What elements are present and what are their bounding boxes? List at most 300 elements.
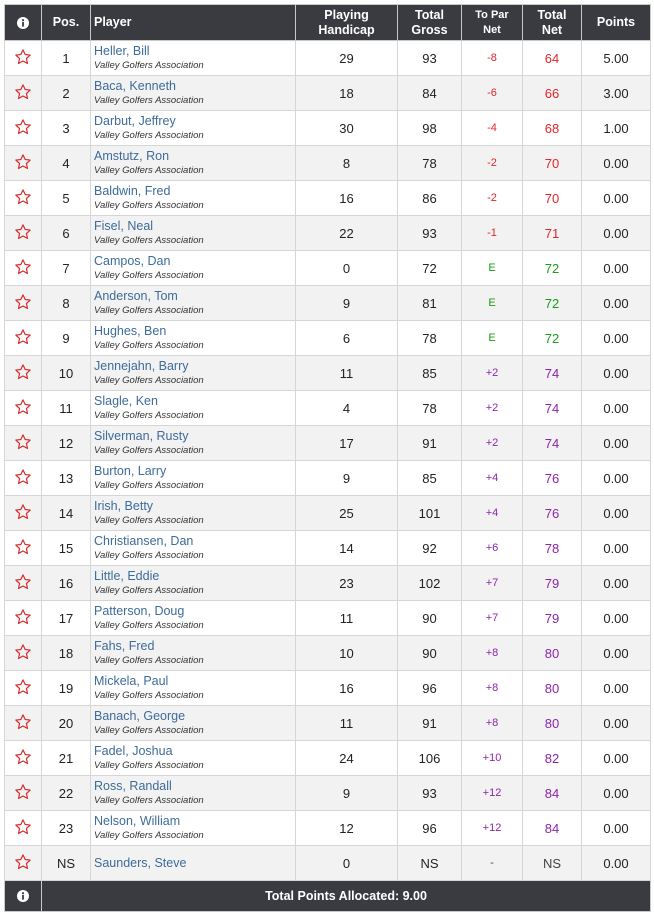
gross-cell: 96 (398, 811, 462, 846)
position-cell: 4 (42, 146, 91, 181)
header-net[interactable] (523, 5, 582, 41)
player-association: Valley Golfers Association (94, 584, 204, 596)
favorite-star-button[interactable] (14, 853, 32, 871)
position-cell: 15 (42, 531, 91, 566)
player-cell (91, 286, 296, 321)
player-name-link[interactable]: Mickela, Paul (94, 673, 169, 688)
position-cell: 18 (42, 636, 91, 671)
topar-cell: E (462, 321, 523, 356)
player-cell (91, 846, 296, 881)
header-points[interactable]: Points (582, 5, 651, 41)
table-row (5, 391, 651, 426)
header-handicap-line2: Handicap (318, 22, 375, 37)
favorite-star-button[interactable] (14, 83, 32, 101)
player-cell (91, 251, 296, 286)
player-name-link[interactable]: Heller, Bill (94, 43, 150, 58)
favorite-star-button[interactable] (14, 713, 32, 731)
favorite-cell (5, 426, 42, 461)
table-row (5, 251, 651, 286)
table-row (5, 321, 651, 356)
player-association: Valley Golfers Association (94, 129, 204, 141)
header-gross-line2: Gross (411, 22, 448, 37)
player-cell (91, 531, 296, 566)
table-row (5, 706, 651, 741)
position-cell: 22 (42, 776, 91, 811)
star-icon (14, 153, 32, 171)
gross-cell: 93 (398, 41, 462, 76)
player-association: Valley Golfers Association (94, 724, 204, 736)
net-cell: 70 (523, 146, 582, 181)
points-cell: 0.00 (582, 496, 651, 531)
handicap-cell: 14 (296, 531, 398, 566)
favorite-cell (5, 146, 42, 181)
gross-cell: 92 (398, 531, 462, 566)
star-icon (14, 853, 32, 871)
table-row (5, 356, 651, 391)
player-name-link[interactable]: Amstutz, Ron (94, 148, 170, 163)
gross-cell: 101 (398, 496, 462, 531)
player-association: Valley Golfers Association (94, 234, 204, 246)
player-association: Valley Golfers Association (94, 619, 204, 631)
position-cell: 11 (42, 391, 91, 426)
player-name-link[interactable]: Irish, Betty (94, 498, 154, 513)
header-row (5, 5, 651, 41)
star-icon (14, 223, 32, 241)
position-cell: NS (42, 846, 91, 881)
gross-cell: 90 (398, 601, 462, 636)
favorite-cell (5, 671, 42, 706)
handicap-cell: 6 (296, 321, 398, 356)
favorite-cell (5, 216, 42, 251)
star-icon (14, 643, 32, 661)
player-name-link[interactable]: Little, Eddie (94, 568, 160, 583)
topar-cell: +12 (462, 776, 523, 811)
player-name-link[interactable]: Christiansen, Dan (94, 533, 194, 548)
table-row (5, 426, 651, 461)
player-cell (91, 741, 296, 776)
points-cell: 1.00 (582, 111, 651, 146)
net-cell: 68 (523, 111, 582, 146)
net-cell: 74 (523, 391, 582, 426)
favorite-cell (5, 531, 42, 566)
points-cell: 0.00 (582, 286, 651, 321)
player-cell (91, 111, 296, 146)
leaderboard-container (4, 4, 650, 912)
favorite-cell (5, 41, 42, 76)
topar-cell: +4 (462, 496, 523, 531)
points-cell: 0.00 (582, 461, 651, 496)
points-cell: 3.00 (582, 76, 651, 111)
star-icon (14, 713, 32, 731)
player-association: Valley Golfers Association (94, 269, 204, 281)
table-row (5, 566, 651, 601)
player-name-link[interactable]: Darbut, Jeffrey (94, 113, 176, 128)
gross-cell: 78 (398, 321, 462, 356)
favorite-cell (5, 286, 42, 321)
player-cell (91, 496, 296, 531)
leaderboard-table (4, 4, 651, 912)
handicap-cell: 24 (296, 741, 398, 776)
player-cell (91, 706, 296, 741)
star-icon (14, 328, 32, 346)
player-cell (91, 321, 296, 356)
player-cell (91, 76, 296, 111)
player-association: Valley Golfers Association (94, 339, 204, 351)
topar-cell: E (462, 251, 523, 286)
position-cell: 10 (42, 356, 91, 391)
favorite-star-button[interactable] (14, 748, 32, 766)
favorite-star-button[interactable] (14, 573, 32, 591)
total-points-allocated: Total Points Allocated: 9.00 (42, 881, 651, 912)
favorite-cell (5, 706, 42, 741)
gross-cell: 98 (398, 111, 462, 146)
topar-cell: -8 (462, 41, 523, 76)
player-name-link[interactable]: Slagle, Ken (94, 393, 158, 408)
player-association: Valley Golfers Association (94, 794, 204, 806)
points-cell: 0.00 (582, 636, 651, 671)
favorite-star-button[interactable] (14, 678, 32, 696)
net-cell: 76 (523, 461, 582, 496)
points-cell: 0.00 (582, 216, 651, 251)
player-name-link[interactable]: Fisel, Neal (94, 218, 154, 233)
topar-cell: +2 (462, 356, 523, 391)
position-cell: 2 (42, 76, 91, 111)
footer-info-icon[interactable] (5, 881, 42, 912)
position-cell: 8 (42, 286, 91, 321)
header-handicap-line1: Playing (324, 7, 369, 22)
footer-row (5, 881, 651, 912)
gross-cell: 85 (398, 356, 462, 391)
gross-cell: 106 (398, 741, 462, 776)
gross-cell: 72 (398, 251, 462, 286)
favorite-cell (5, 321, 42, 356)
player-cell (91, 181, 296, 216)
table-row (5, 216, 651, 251)
points-cell: 0.00 (582, 811, 651, 846)
player-name-link[interactable]: Banach, George (94, 708, 186, 723)
net-cell: 74 (523, 426, 582, 461)
star-icon (14, 258, 32, 276)
player-name-link[interactable]: Saunders, Steve (94, 855, 187, 870)
topar-cell: +2 (462, 391, 523, 426)
position-cell: 1 (42, 41, 91, 76)
handicap-cell: 18 (296, 76, 398, 111)
player-association: Valley Golfers Association (94, 689, 204, 701)
table-row (5, 636, 651, 671)
table-row (5, 496, 651, 531)
player-name-link[interactable]: Nelson, William (94, 813, 181, 828)
points-cell: 0.00 (582, 146, 651, 181)
favorite-star-button[interactable] (14, 153, 32, 171)
favorite-cell (5, 776, 42, 811)
net-cell: 84 (523, 811, 582, 846)
position-cell: 12 (42, 426, 91, 461)
header-net-line1: Total (537, 7, 567, 22)
table-row (5, 76, 651, 111)
topar-cell: -1 (462, 216, 523, 251)
gross-cell: 86 (398, 181, 462, 216)
position-cell: 6 (42, 216, 91, 251)
favorite-star-button[interactable] (14, 538, 32, 556)
player-name-link[interactable]: Patterson, Doug (94, 603, 185, 618)
topar-cell: E (462, 286, 523, 321)
topar-cell: +4 (462, 461, 523, 496)
net-cell: 66 (523, 76, 582, 111)
table-row (5, 531, 651, 566)
favorite-star-button[interactable] (14, 643, 32, 661)
star-icon (14, 118, 32, 136)
player-cell (91, 461, 296, 496)
player-name-link[interactable]: Fahs, Fred (94, 638, 155, 653)
favorite-star-button[interactable] (14, 48, 32, 66)
points-cell: 0.00 (582, 321, 651, 356)
header-topar[interactable] (462, 5, 523, 41)
gross-cell: 93 (398, 776, 462, 811)
favorite-star-button[interactable] (14, 398, 32, 416)
net-cell: 72 (523, 251, 582, 286)
handicap-cell: 0 (296, 251, 398, 286)
favorite-star-button[interactable] (14, 468, 32, 486)
player-name-link[interactable]: Baca, Kenneth (94, 78, 177, 93)
handicap-cell: 11 (296, 356, 398, 391)
player-cell (91, 146, 296, 181)
gross-cell: 81 (398, 286, 462, 321)
net-cell: 70 (523, 181, 582, 216)
player-association: Valley Golfers Association (94, 549, 204, 561)
handicap-cell: 30 (296, 111, 398, 146)
topar-cell: +12 (462, 811, 523, 846)
gross-cell: 85 (398, 461, 462, 496)
table-row (5, 776, 651, 811)
star-icon (14, 293, 32, 311)
position-cell: 5 (42, 181, 91, 216)
star-icon (14, 188, 32, 206)
player-cell (91, 811, 296, 846)
topar-cell: +8 (462, 671, 523, 706)
star-icon (14, 468, 32, 486)
table-row (5, 181, 651, 216)
header-player[interactable]: Player (91, 5, 296, 41)
star-icon (14, 678, 32, 696)
table-row (5, 741, 651, 776)
handicap-cell: 29 (296, 41, 398, 76)
header-topar-line2: Net (483, 23, 501, 36)
favorite-star-button[interactable] (14, 433, 32, 451)
position-cell: 19 (42, 671, 91, 706)
player-cell (91, 671, 296, 706)
handicap-cell: 9 (296, 286, 398, 321)
topar-cell: -6 (462, 76, 523, 111)
topar-cell: +7 (462, 566, 523, 601)
position-cell: 23 (42, 811, 91, 846)
header-topar-line1: To Par (475, 8, 509, 21)
player-name-link[interactable]: Hughes, Ben (94, 323, 167, 338)
net-cell: 78 (523, 531, 582, 566)
topar-cell: +8 (462, 636, 523, 671)
favorite-cell (5, 566, 42, 601)
points-cell: 0.00 (582, 391, 651, 426)
player-cell (91, 776, 296, 811)
favorite-star-button[interactable] (14, 363, 32, 381)
points-cell: 0.00 (582, 601, 651, 636)
topar-cell: +7 (462, 601, 523, 636)
player-association: Valley Golfers Association (94, 829, 204, 841)
position-cell: 20 (42, 706, 91, 741)
header-net-line2: Net (541, 22, 563, 37)
net-cell: 64 (523, 41, 582, 76)
points-cell: 0.00 (582, 426, 651, 461)
favorite-cell (5, 741, 42, 776)
position-cell: 7 (42, 251, 91, 286)
favorite-star-button[interactable] (14, 118, 32, 136)
gross-cell: 78 (398, 146, 462, 181)
points-cell: 0.00 (582, 776, 651, 811)
player-name-link[interactable]: Campos, Dan (94, 253, 171, 268)
topar-cell: +8 (462, 706, 523, 741)
table-row (5, 601, 651, 636)
favorite-star-button[interactable] (14, 188, 32, 206)
player-association: Valley Golfers Association (94, 199, 204, 211)
star-icon (14, 538, 32, 556)
star-icon (14, 433, 32, 451)
position-cell: 16 (42, 566, 91, 601)
handicap-cell: 11 (296, 706, 398, 741)
points-cell: 0.00 (582, 706, 651, 741)
handicap-cell: 11 (296, 601, 398, 636)
star-icon (14, 748, 32, 766)
points-cell: 0.00 (582, 181, 651, 216)
favorite-star-button[interactable] (14, 503, 32, 521)
player-association: Valley Golfers Association (94, 444, 204, 456)
favorite-star-button[interactable] (14, 783, 32, 801)
player-cell (91, 636, 296, 671)
topar-cell: -2 (462, 181, 523, 216)
player-name-link[interactable]: Anderson, Tom (94, 288, 178, 303)
player-association: Valley Golfers Association (94, 514, 204, 526)
favorite-cell (5, 461, 42, 496)
table-row (5, 146, 651, 181)
position-cell: 3 (42, 111, 91, 146)
info-icon (17, 17, 29, 29)
player-association: Valley Golfers Association (94, 374, 204, 386)
points-cell: 0.00 (582, 531, 651, 566)
star-icon (14, 363, 32, 381)
topar-cell: +10 (462, 741, 523, 776)
header-info-icon[interactable] (5, 5, 42, 41)
topar-cell: +2 (462, 426, 523, 461)
header-pos[interactable]: Pos. (42, 5, 91, 41)
header-gross-line1: Total (415, 7, 444, 22)
player-name-link[interactable]: Silverman, Rusty (94, 428, 189, 443)
favorite-cell (5, 76, 42, 111)
player-name-link[interactable]: Ross, Randall (94, 778, 172, 793)
net-cell: 79 (523, 601, 582, 636)
favorite-star-button[interactable] (14, 818, 32, 836)
star-icon (14, 48, 32, 66)
favorite-star-button[interactable] (14, 328, 32, 346)
table-row (5, 811, 651, 846)
favorite-cell (5, 181, 42, 216)
favorite-star-button[interactable] (14, 293, 32, 311)
position-cell: 17 (42, 601, 91, 636)
player-association: Valley Golfers Association (94, 304, 204, 316)
favorite-cell (5, 111, 42, 146)
points-cell: 0.00 (582, 846, 651, 881)
points-cell: 0.00 (582, 356, 651, 391)
player-name-link[interactable]: Burton, Larry (94, 463, 167, 478)
topar-cell: -4 (462, 111, 523, 146)
player-name-link[interactable]: Jennejahn, Barry (94, 358, 189, 373)
star-icon (14, 818, 32, 836)
position-cell: 9 (42, 321, 91, 356)
player-cell (91, 426, 296, 461)
gross-cell: 90 (398, 636, 462, 671)
points-cell: 5.00 (582, 41, 651, 76)
net-cell: 80 (523, 636, 582, 671)
handicap-cell: 16 (296, 671, 398, 706)
handicap-cell: 23 (296, 566, 398, 601)
star-icon (14, 83, 32, 101)
header-handicap[interactable] (296, 5, 398, 41)
gross-cell: 102 (398, 566, 462, 601)
player-association: Valley Golfers Association (94, 164, 204, 176)
player-cell (91, 41, 296, 76)
player-name-link[interactable]: Fadel, Joshua (94, 743, 173, 758)
favorite-star-button[interactable] (14, 258, 32, 276)
favorite-star-button[interactable] (14, 608, 32, 626)
player-cell (91, 391, 296, 426)
table-row (5, 846, 651, 881)
favorite-cell (5, 251, 42, 286)
net-cell: 79 (523, 566, 582, 601)
star-icon (14, 573, 32, 591)
topar-cell: -2 (462, 146, 523, 181)
favorite-cell (5, 846, 42, 881)
table-row (5, 41, 651, 76)
handicap-cell: 4 (296, 391, 398, 426)
favorite-cell (5, 601, 42, 636)
header-gross[interactable] (398, 5, 462, 41)
player-association: Valley Golfers Association (94, 409, 204, 421)
position-cell: 14 (42, 496, 91, 531)
net-cell: 82 (523, 741, 582, 776)
leaderboard-body (5, 41, 651, 881)
player-association: Valley Golfers Association (94, 759, 204, 771)
handicap-cell: 16 (296, 181, 398, 216)
points-cell: 0.00 (582, 741, 651, 776)
gross-cell: NS (398, 846, 462, 881)
player-name-link[interactable]: Baldwin, Fred (94, 183, 171, 198)
player-cell (91, 566, 296, 601)
player-cell (91, 601, 296, 636)
net-cell: 72 (523, 286, 582, 321)
net-cell: 72 (523, 321, 582, 356)
star-icon (14, 503, 32, 521)
player-cell (91, 356, 296, 391)
favorite-star-button[interactable] (14, 223, 32, 241)
table-row (5, 111, 651, 146)
favorite-cell (5, 811, 42, 846)
favorite-cell (5, 636, 42, 671)
player-association: Valley Golfers Association (94, 94, 204, 106)
favorite-cell (5, 356, 42, 391)
handicap-cell: 22 (296, 216, 398, 251)
net-cell: 84 (523, 776, 582, 811)
handicap-cell: 9 (296, 461, 398, 496)
table-row (5, 461, 651, 496)
player-association: Valley Golfers Association (94, 59, 204, 71)
gross-cell: 91 (398, 706, 462, 741)
